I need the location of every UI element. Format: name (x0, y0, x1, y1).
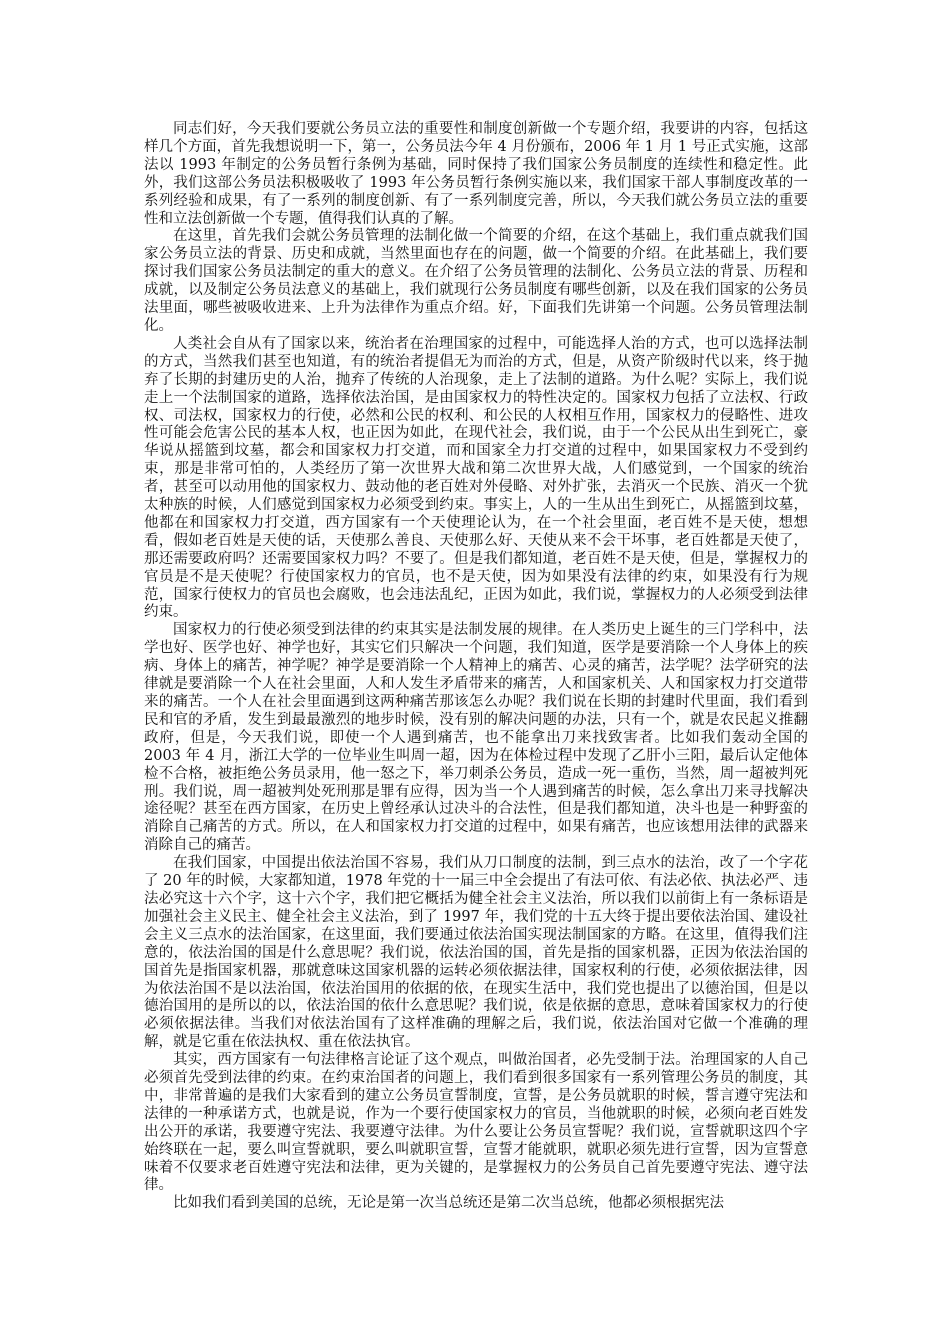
paragraph: 在这里，首先我们会就公务员管理的法制化做一个简要的介绍，在这个基础上，我们重点就我们国家公务员立法的背景、历史和成就，当然里面也存在的问题，做一个简要的介绍。在此基础上，我们要探讨我们国家公务员法制定的重大的意义。在介绍了公务员管理的法制化、公务员立法的背景、历程和成就，以及制定公务员法意义的基础上，我们就现行公务员制度有哪些创新，以及在我们国家的公务员法里面，哪些被吸收进来、上升为法律作为重点介绍。好，下面我们先讲第一个问题。公务员管理法制化。 (144, 228, 808, 334)
paragraph: 比如我们看到美国的总统，无论是第一次当总统还是第二次当总统，他都必须根据宪法 (173, 1195, 724, 1212)
paragraph: 同志们好，今天我们要就公务员立法的重要性和制度创新做一个专题介绍，我要讲的内容，包括这样几个方面，首先我想说明一下，第一，公务员法今年 4 月份颁布，2006 年 1 月 1 号正式实施，这部法以 1993 年制定的公务员暂行条例为基础，同时保持了我们国家公务员制度的连续性和稳定性。此外，我们这部公务员法积极吸收了 1993 年公务员暂行条例实施以来，我们国家干部人事制度改革的一系列经验和成果，有了一系列的制度创新、有了一系列制度完善，所以，今天我们就公务员立法的重要性和立法创新做一个专题，值得我们认真的了解。 (144, 121, 808, 227)
paragraph: 国家权力的行使必须受到法律的约束其实是法制发展的规律。在人类历史上诞生的三门学科中，法学也好、医学也好、神学也好，其实它们只解决一个问题，我们知道，医学是要消除一个人身体上的疾病、身体上的痛苦，神学呢？神学是要消除一个人精神上的痛苦、心灵的痛苦，法学呢？法学研究的法律就是要消除一个人在社会里面，人和人发生矛盾带来的痛苦，人和国家机关、人和国家权力打交道带来的痛苦。一个人在社会里面遇到这两种痛苦那该怎么办呢？我们说在长期的封建时代里面，我们看到民和官的矛盾，发生到最最激烈的地步时候，没有别的解决问题的办法，只有一个，就是农民起义推翻政府，但是，今天我们说，即使一个人遇到痛苦，也不能拿出刀来找致害者。比如我们轰动全国的 2003 年 4 月，浙江大学的一位毕业生叫周一超，因为在体检过程中发现了乙肝小三阳，最后认定他体检不合格，被拒绝公务员录用，他一怒之下，举刀刺杀公务员，造成一死一重伤，当然，周一超被判死刑。我们说，周一超被判处死刑那是罪有应得，因为当一个人遇到痛苦的时候，怎么拿出刀来寻找解决途径呢？甚至在西方国家，在历史上曾经承认过决斗的合法性，但是我们都知道，决斗也是一种野蛮的消除自己痛苦的方式。所以，在人和国家权力打交道的过程中，如果有痛苦，也应该想用法律的武器来消除自己的痛苦。 (144, 622, 808, 854)
paragraph: 其实，西方国家有一句法律格言论证了这个观点，叫做治国者，必先受制于法。治理国家的人自己必须首先受到法律的约束。在约束治国者的问题上，我们看到很多国家有一系列管理公务员的制度，其中，非常普遍的是我们大家看到的建立公务员宣誓制度，宣誓，是公务员就职的时候，誓言遵守宪法和法律的一种承诺方式，也就是说，作为一个要行使国家权力的官员，当他就职的时候，必须向老百姓发出公开的承诺，我要遵守宪法、我要遵守法律。为什么要让公务员宣誓呢？我们说，宣誓就职这四个字始终联在一起，要么叫宣誓就职，要么叫就职宣誓，宣誓才能就职，就职必须先进行宣誓，因为宣誓意味着不仅要求老百姓遵守宪法和法律，更为关键的，是掌握权力的公务员自己首先要遵守宪法、遵守法律。 (144, 1052, 808, 1194)
document-page (144, 121, 808, 1213)
paragraph: 在我们国家，中国提出依法治国不容易，我们从刀口制度的法制，到三点水的法治，改了一个字花了 20 年的时候，大家都知道，1978 年党的十一届三中全会提出了有法可依、有法必依、执法必严、违法必究这十六个字，这十六个字，我们把它概括为健全社会主义法治，所以我们以前街上有一条标语是加强社会主义民主、健全社会主义法治，到了 1997 年，我们党的十五大终于提出要依法治国、建设社会主义三点水的法治国家，在这里面，我们要通过依法治国实现法制国家的方略。在这里，值得我们注意的，依法治国的国是什么意思呢？我们说，依法治国的国，首先是指的国家机器，正因为依法治国的国首先是指国家机器，那就意味这国家机器的运转必须依据法律，国家权利的行使，必须依据法律，因为依法治国不是以法治国，依法治国用的依据的依，在现实生活中，我们党也提出了以德治国，但是以德治国用的是所以的以，依法治国的依什么意思呢？我们说，依是依据的意思，意味着国家权力的行使必须依据法律。当我们对依法治国有了这样准确的理解之后，我们说，依法治国对它做一个准确的理解，就是它重在依法执权、重在依法执官。 (144, 855, 808, 1051)
paragraph: 人类社会自从有了国家以来，统治者在治理国家的过程中，可能选择人治的方式，也可以选择法制的方式，当然我们甚至也知道，有的统治者提倡无为而治的方式，但是，从资产阶级时代以来，终于抛弃了长期的封建历史的人治，抛弃了传统的人治现象，走上了法制的道路。为什么呢？实际上，我们说走上一个法制国家的道路，选择依法治国，是由国家权力的特性决定的。国家权力包括了立法权、行政权、司法权，国家权力的行使，必然和公民的权利、和公民的人权相互作用，国家权力的侵略性、进攻性可能会危害公民的基本人权，也正因为如此，在现代社会，我们说，由于一个公民从出生到死亡，豪华说从摇篮到坟墓，都会和国家权力打交道，而和国家全力打交道的过程中，如果国家权力不受到约束，那是非常可怕的，人类经历了第一次世界大战和第二次世界大战，人们感觉到，一个国家的统治者，甚至可以动用他的国家权力、鼓动他的老百姓对外侵略、对外扩张，去消灭一个民族、消灭一个犹太种族的时候，人们感觉到国家权力必须受到约束。事实上，人的一生从出生到死亡，从摇篮到坟墓，他都在和国家权力打交道，西方国家有一个天使理论认为，在一个社会里面，老百姓不是天使，想想看，假如老百姓是天使的话，天使那么善良、天使那么好、天使从来不会干坏事，老百姓都是天使了，那还需要政府吗？还需要国家权力吗？不要了。但是我们都知道，老百姓不是天使，但是，掌握权力的官员是不是天使呢？行使国家权力的官员，也不是天使，因为如果没有法律的约束，如果没有行为规范，国家行使权力的官员也会腐败，也会违法乱纪，正因为如此，我们说，掌握权力的人必须受到法律约束。 (144, 335, 808, 621)
